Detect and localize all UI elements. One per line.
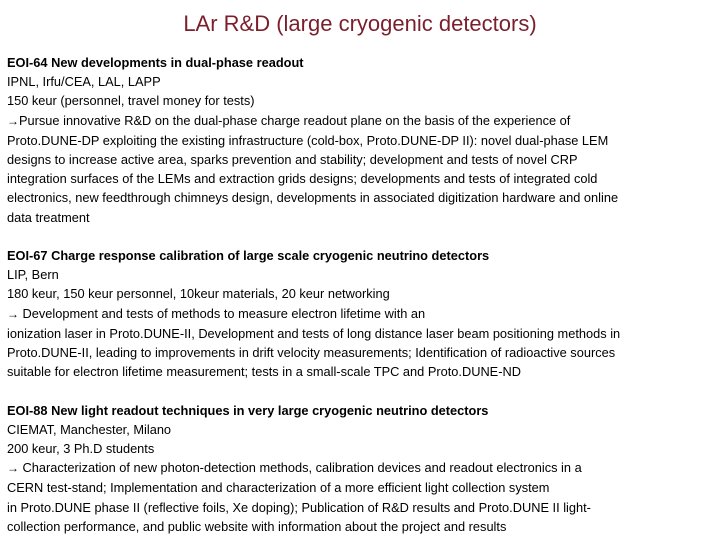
description-line: Proto.DUNE-DP exploiting the existing infrastructure (cold-box, Proto.DUNE-DP II): novel dual-phase LEM [7,132,609,148]
description-line: electronics, new feedthrough chimneys design, developments in associated digitization hardware and online [7,190,619,206]
description-line: in Proto.DUNE phase II (reflective foils, Xe doping); Publication of R&D results and Proto.DUNE II light- [7,499,591,515]
content-body [7,53,713,555]
eoi-64-section [7,53,713,227]
description-line: CERN test-stand; Implementation and characterization of a more efficient light collection system [7,480,550,496]
description-line: collection performance, and public website with information about the project and results [7,518,507,534]
arrow-icon: → [7,461,19,476]
section-institutes: CIEMAT, Manchester, Milano [7,421,172,437]
section-budget: 200 keur, 3 Ph.D students [7,441,155,457]
description-line [7,458,713,478]
section-budget: 180 keur, 150 keur personnel, 10keur materials, 20 keur networking [7,286,390,302]
section-heading: EOI-88 New light readout techniques in very large cryogenic neutrino detectors [7,402,489,418]
description-line: data treatment [7,209,90,225]
description-text: Pursue innovative R&D on the dual-phase charge readout plane on the basis of the experience of [19,112,571,128]
description-text: Development and tests of methods to measure electron lifetime with an [19,305,426,321]
description-line: integration surfaces of the LEMs and extraction grids designs; developments and tests of integrated cold [7,171,598,187]
description-line [7,111,713,131]
section-heading: EOI-64 New developments in dual-phase readout [7,55,304,70]
description-line: ionization laser in Proto.DUNE-II, Development and tests of long distance laser beam positioning methods in [7,325,621,341]
eoi-67-section [7,246,713,381]
description-line: Proto.DUNE-II, leading to improvements in drift velocity measurements; Identification of radioactive sources [7,345,616,361]
section-institutes: LIP, Bern [7,267,59,283]
section-heading: EOI-67 Charge response calibration of large scale cryogenic neutrino detectors [7,248,490,264]
description-line [7,304,713,324]
description-line: designs to increase active area, sparks prevention and stability; development and tests of novel CRP [7,152,578,168]
section-budget: 150 keur (personnel, travel money for tests) [7,93,255,109]
description-line: suitable for electron lifetime measurement; tests in a small-scale TPC and Proto.DUNE-ND [7,364,521,380]
description-text: Characterization of new photon-detection methods, calibration devices and readout electronics in a [19,460,582,476]
page-title: LAr R&D (large cryogenic detectors) [183,11,537,36]
eoi-88-section [7,401,713,536]
section-institutes: IPNL, Irfu/CEA, LAL, LAPP [7,74,161,90]
arrow-icon: → [7,113,19,128]
arrow-icon: → [7,306,19,321]
